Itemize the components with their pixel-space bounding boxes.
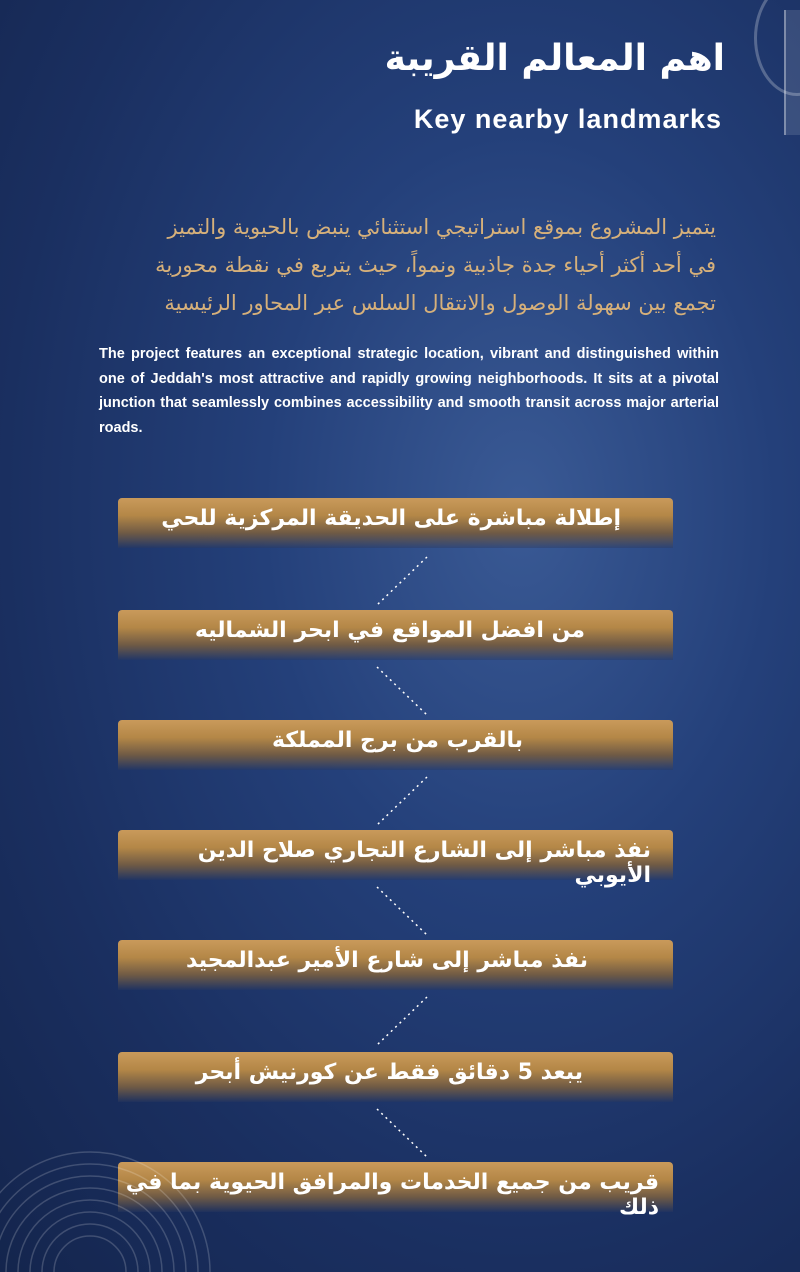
corner-tab [784,10,800,135]
dotted-connector [372,665,432,720]
landmark-item [118,610,673,660]
description-english: The project features an exceptional strategic location, vibrant and distinguished within one of Jeddah's most attractive and rapidly growing neighborhoods. It sits at a pivotal junction that seamlessly combines accessibility and smooth transit across major arterial roads. [99,346,719,436]
landmark-item [118,940,673,990]
landmark-label: نفذ مباشر إلى شارع الأمير عبدالمجيد [186,948,588,973]
landmark-label: نفذ مباشر إلى الشارع التجاري صلاح الدين الأيوبي [197,838,651,888]
landmark-label: إطلالة مباشرة على الحديقة المركزية للحي [161,506,621,531]
description-arabic-line: تجمع بين سهولة الوصول والانتقال السلس عبر المحاور الرئيسية [164,291,716,315]
description-arabic-line: يتميز المشروع بموقع استراتيجي استثنائي ينبض بالحيوية والتميز [167,215,716,239]
dotted-connector [372,775,432,830]
page-title-arabic: اهم المعالم القريبة [384,38,725,79]
landmark-item [118,720,673,770]
page-title-english: Key nearby landmarks [413,104,722,134]
dotted-connector [372,555,432,610]
dotted-connector [372,995,432,1050]
dotted-connector [372,1107,432,1162]
dotted-connector [372,885,432,940]
landmark-label: قريب من جميع الخدمات والمرافق الحيوية بما في ذلك [125,1170,659,1220]
description-arabic [96,208,716,322]
landmark-label: يبعد 5 دقائق فقط عن كورنيش أبحر [195,1060,583,1085]
arc-pattern-decoration [0,1080,230,1272]
landmark-item [118,830,673,888]
landmark-item [118,498,673,548]
landmark-label: بالقرب من برج المملكة [271,728,523,753]
landmark-label: من افضل المواقع في ابحر الشماليه [194,618,585,643]
description-arabic-line: في أحد أكثر أحياء جدة جاذبية ونمواً، حيث يتربع في نقطة محورية [155,253,716,277]
